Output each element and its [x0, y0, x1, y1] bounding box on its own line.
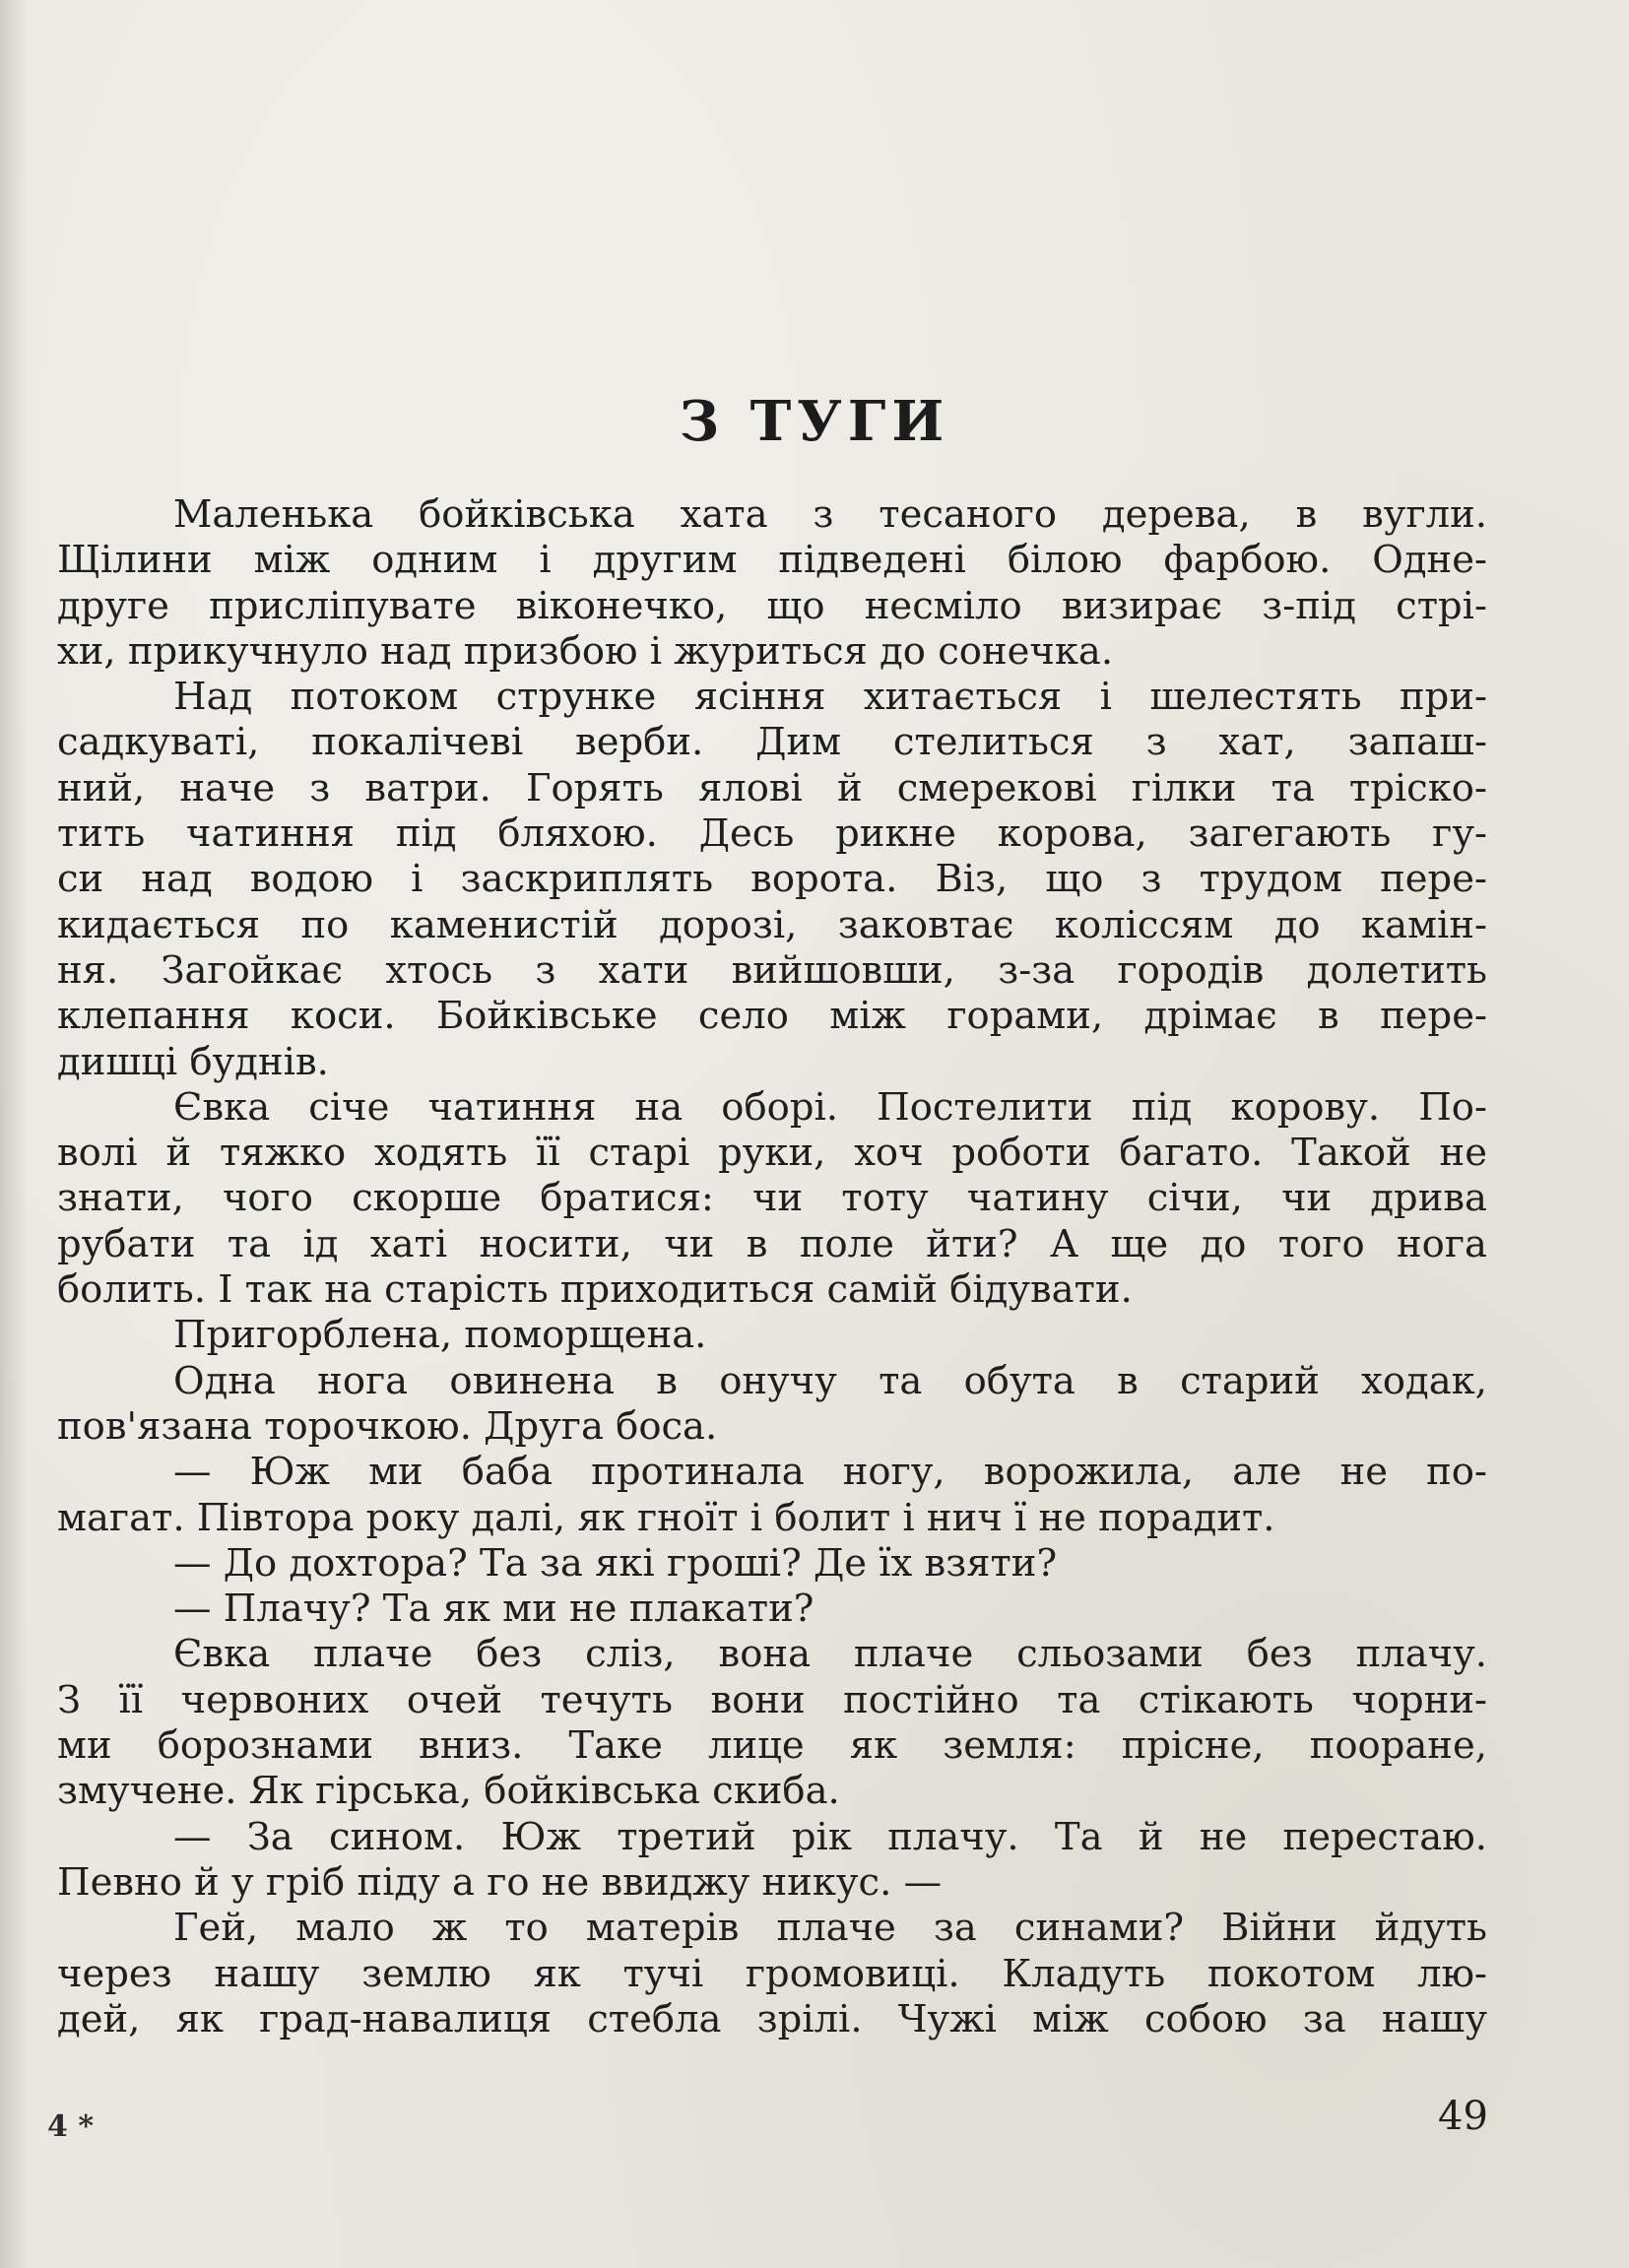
text-line: Пригорблена, поморщена.	[173, 1313, 707, 1358]
page-number: 49	[1438, 2094, 1488, 2139]
text-line: дишці буднів.	[57, 1039, 329, 1084]
text-line: — Юж ми баба протинала ногу, ворожила, але не по-	[173, 1450, 1487, 1495]
text-line: ний, наче з ватри. Горять ялові й смерекові гілки та тріско-	[57, 765, 1487, 810]
text-line: Певно й у гріб піду а го не ввиджу никус. —	[57, 1859, 943, 1905]
text-line: — Плачу? Та як ми не плакати?	[173, 1587, 814, 1632]
text-line: си над водою і заскриплять ворота. Віз, що з трудом пере-	[57, 857, 1487, 902]
text-line: — За сином. Юж третий рік плачу. Та й не перестаю.	[173, 1814, 1487, 1859]
text-line: болить. І так на старість приходиться самій бідувати.	[57, 1267, 1133, 1313]
text-line: Євка січе чатиння на оборі. Постелити під корову. По-	[173, 1084, 1487, 1130]
text-line: ня. Загойкає хтось з хати вийшовши, з-за городів долетить	[57, 947, 1487, 993]
signature-mark: 4 *	[47, 2109, 95, 2144]
text-line: рубати та ід хаті носити, чи в поле йти? А ще до того нога	[57, 1221, 1487, 1266]
text-line: друге прислiпувате віконечко, що несміло визирає з-під стрі-	[57, 583, 1487, 628]
text-line: хи, прикучнуло над призбою і журиться до сонечка.	[57, 628, 1114, 674]
text-line: змучене. Як гірська, бойківська скиба.	[57, 1769, 840, 1814]
text-line: Євка плаче без сліз, вона плаче сльозами без плачу.	[173, 1632, 1487, 1677]
text-line: Над потоком струнке ясіння хитається і шелестять при-	[173, 675, 1487, 720]
text-line: тить чатиння під бляхою. Десь рикне корова, загегають гу-	[57, 811, 1487, 857]
text-line: пов'язана торочкою. Друга боса.	[57, 1403, 718, 1449]
chapter-title: З ТУГИ	[679, 389, 950, 454]
page-gutter-shadow	[0, 0, 28, 2268]
text-line: через нашу землю як тучі громовиці. Кладуть покотом лю-	[57, 1951, 1487, 1996]
text-line: — До дохтора? Та за які гроші? Де їх взяти?	[173, 1540, 1058, 1586]
text-line: ми борознами вниз. Таке лице як земля: прісне, пооране,	[57, 1723, 1487, 1769]
text-line: Одна нога овинена в онучу та обута в старий ходак,	[173, 1358, 1487, 1403]
body-text	[57, 492, 1487, 2042]
text-line: Гей, мало ж то матерів плаче за синами? Війни йдуть	[173, 1906, 1487, 1951]
text-line: кидається по каменистій дорозі, заковтає коліссям до камін-	[57, 902, 1487, 947]
text-line: дей, як град-навалиця стебла зрілі. Чужі між собою за нашу	[57, 1996, 1487, 2041]
text-line: Маленька бойківська хата з тесаного дерева, в вугли.	[173, 492, 1487, 537]
text-line: магат. Півтора року далі, як гноїт і болит і нич ї не порадит.	[57, 1495, 1275, 1540]
text-line: З її червоних очей течуть вони постійно та стікають чорни-	[57, 1677, 1487, 1722]
text-line: волі й тяжко ходять її старі руки, хоч роботи багато. Такой не	[57, 1131, 1487, 1176]
text-line: клепання коси. Бойківське село між горами, дрімає в пере-	[57, 994, 1487, 1039]
text-line: знати, чого скорше братися: чи тоту чатину січи, чи дрива	[57, 1176, 1487, 1221]
text-line: садкуваті, покалічеві верби. Дим стелиться з хат, запаш-	[57, 720, 1487, 765]
text-line: Щілини між одним і другим підведені білою фарбою. Одне-	[57, 538, 1487, 583]
